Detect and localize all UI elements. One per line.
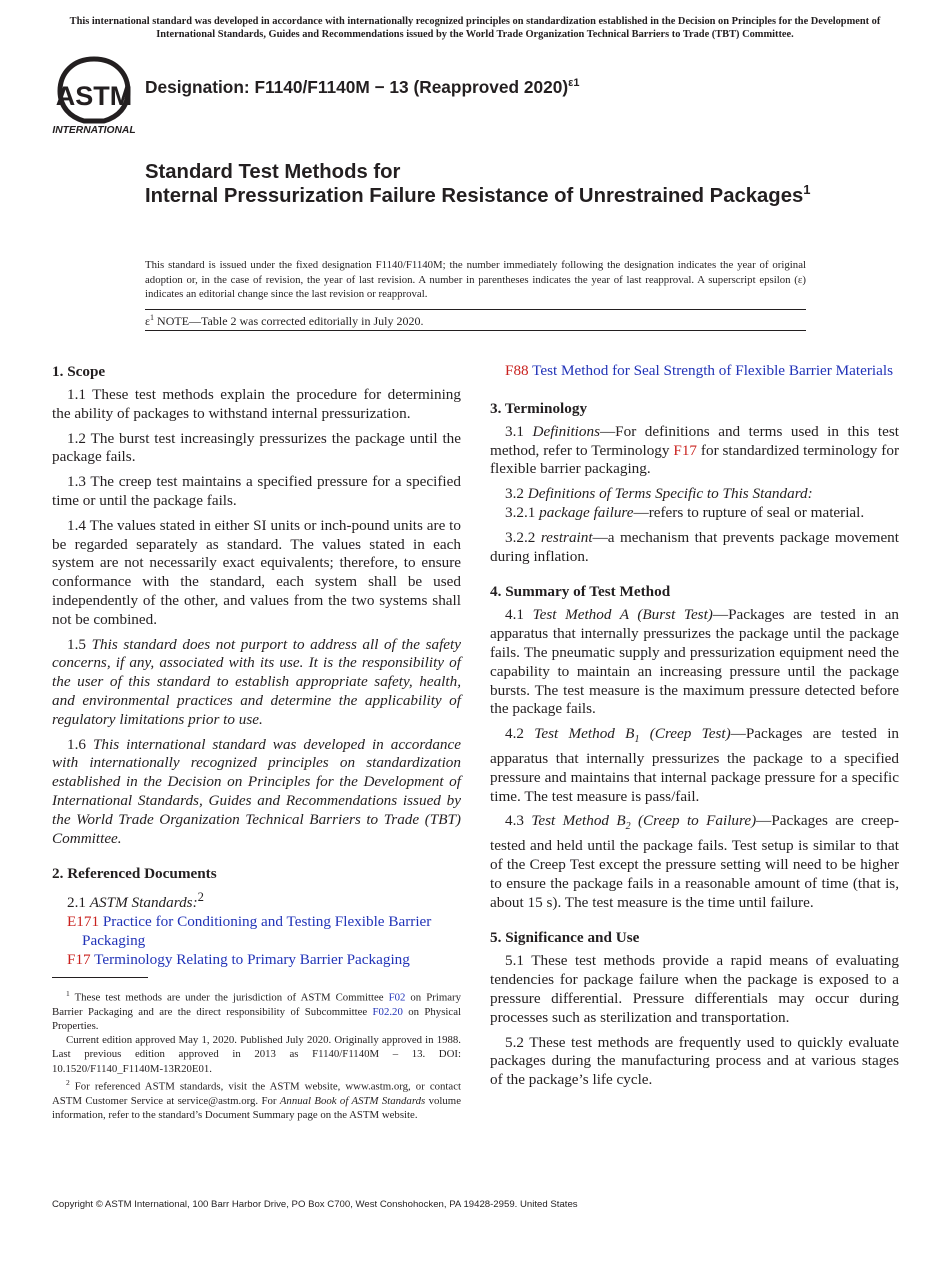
logo-letters: ASTM: [55, 81, 133, 111]
paragraph-1-4: 1.4 The values stated in either SI units or inch-pound units are to be regarded separately as standard. The values stated in each system are not necessarily exact equivalents; therefore, to ensure conformance with the standard, each system shall be used independently of the other, and values from the two systems shall not be combined.: [52, 516, 461, 628]
logo-international: INTERNATIONAL: [52, 125, 136, 135]
copyright: Copyright © ASTM International, 100 Barr Harbor Drive, PO Box C700, West Conshohocken, PA 19428-2959. United States: [52, 1199, 578, 1210]
title-footnote-mark: 1: [803, 182, 811, 198]
paragraph-3-2: 3.2 Definitions of Terms Specific to This Standard:: [505, 485, 813, 503]
paragraph-1-6: 1.6 This international standard was developed in accordance with internationally recognized principles on standardization established in the Decision on Principles for the Development of International Standards, Guides and Recommendations issued by the World Trade Organization Technical Barriers to Trade (TBT) Committee.: [52, 735, 462, 847]
paragraph-4-2: 4.2 Test Method $B_1$ (Creep Test)—Packages are tested in apparatus that internally pressurizes the package to a specified pressure and maintains that internal package pressure for a specific time. The test measure is pass/fail.: [490, 725, 900, 805]
designation-epsilon: ε1: [568, 77, 580, 90]
section-heading-summary: 4. Summary of Test Method: [490, 583, 671, 601]
paragraph-5-1: 5.1 These test methods provide a rapid means of evaluating tendencies for package failure when the package is exposed to a pressure differential. Pressure differentials may occur during processes such as sterilization and transportation.: [490, 952, 899, 1026]
divider-top: [145, 309, 806, 310]
link-f02[interactable]: F02: [388, 991, 406, 1004]
section-heading-significance: 5. Significance and Use: [490, 929, 640, 947]
designation: [145, 77, 579, 98]
page-title: [145, 160, 845, 208]
footnote-current-edition: Current edition approved May 1, 2020. Published July 2020. Originally approved in 1988. Last previous edition approved in 2013 as F1140/F1140M – 13. DOI: 10.1520/F1140_F1140M-13R20E01.: [52, 1034, 461, 1075]
paragraph-2-1: 2.1 ASTM Standards:$^2$: [67, 890, 204, 912]
astm-logo: [52, 55, 136, 135]
designation-explanation: This standard is issued under the fixed designation F1140/F1140M; the number immediately following the designation indicates the year of original adoption or, in the case of revision, the year of last revision. A number in parentheses indicates the year of last reapproval. A superscript epsilon (ε) indicates an editorial change since the last revision or reapproval.: [145, 259, 806, 300]
reference-f88[interactable]: F88 Test Method for Seal Strength of Flexible Barrier Materials: [505, 362, 893, 379]
paragraph-3-2-1: 3.2.1 package failure—refers to rupture of seal or material.: [505, 503, 865, 521]
link-f02-20[interactable]: F02.20: [372, 1005, 403, 1018]
footnote-rule: [52, 977, 148, 978]
paragraph-4-3: 4.3 Test Method $B_2$ (Creep to Failure)—Packages are creep-tested and held until the package fails. Test setup is similar to that of the Creep Test except the pressure setting will need to be higher to ensure the package fails in a reasonable amount of time (that is, about 15 s). The test measure is the time until failure.: [490, 812, 900, 911]
paragraph-3-2-2: 3.2.2 restraint—a mechanism that prevents package movement during inflation.: [490, 528, 899, 565]
paragraph-1-5: 1.5 This standard does not purport to address all of the safety concerns, if any, associated with its use. It is the responsibility of the user of this standard to establish appropriate safety, health, and environmental practices and determine the applicability of regulatory limitations prior to use.: [52, 635, 462, 728]
section-heading-terminology: 3. Terminology: [490, 399, 588, 417]
section-heading-scope: 1. Scope: [52, 363, 106, 380]
standards-notice: This international standard was developed in accordance with internationally recognized principles on standardization established in the Decision on Principles for the Development of International Standards, Guides and Recommendations issued by the World Trade Organization Technical Barriers to Trade (TBT) Committee.: [69, 16, 881, 40]
footnote-1: $^1$ These test methods are under the jurisdiction of ASTM Committee F02 on Primary Barrier Packaging and are the direct responsibility of Subcommittee F02.20 on Physical Properties.: [52, 989, 461, 1032]
link-f17[interactable]: F17: [673, 441, 698, 459]
paragraph-3-1: 3.1 Definitions—For definitions and terms used in this test method, refer to Terminology F17 for standardized terminology for flexible barrier packaging.: [490, 422, 900, 478]
paragraph-1-2: 1.2 The burst test increasingly pressurizes the package until the package fails.: [52, 429, 461, 466]
title-line-1: Standard Test Methods for: [145, 161, 401, 183]
paragraph-1-3: 1.3 The creep test maintains a specified pressure for a specified time or until the package fails.: [52, 473, 461, 509]
editorial-note: $\varepsilon^1$ NOTE—Table 2 was corrected editorially in July 2020.: [145, 313, 424, 328]
right-column: [490, 362, 899, 1096]
divider-bottom: [145, 330, 806, 331]
paragraph-1-1: 1.1 These test methods explain the procedure for determining the ability of packages to withstand internal pressurization.: [52, 386, 461, 422]
designation-text: Designation: F1140/F1140M − 13 (Reapproved 2020): [145, 77, 569, 97]
footnote-2: $^2$ For referenced ASTM standards, visit the ASTM website, www.astm.org, or contact ASTM Customer Service at service@astm.org. For Annual Book of ASTM Standards volume information, refer to the standard’s Document Summary page on the ASTM website.: [52, 1077, 461, 1121]
left-column: [52, 362, 461, 970]
reference-f17[interactable]: F17 Terminology Relating to Primary Barrier Packaging: [67, 950, 410, 968]
reference-e171[interactable]: E171 Practice for Conditioning and Testing Flexible Barrier Packaging: [67, 913, 432, 949]
footnotes: [52, 987, 461, 1122]
title-line-2: Internal Pressurization Failure Resistance of Unrestrained Packages$^1$: [145, 182, 811, 207]
section-heading-referenced-documents: 2. Referenced Documents: [52, 865, 217, 883]
paragraph-5-2: 5.2 These test methods are frequently used to quickly evaluate packages during the manufacturing process and at various stages of the package’s life cycle.: [490, 1033, 899, 1089]
paragraph-4-1: 4.1 Test Method A (Burst Test)—Packages are tested in an apparatus that internally pressurizes the package until the package fails. The pneumatic supply and pressurization equipment need the capability to maintain an increasing pressure until the package bursts. The test measure is the maximum pressure detected before the package fails.: [490, 606, 899, 718]
